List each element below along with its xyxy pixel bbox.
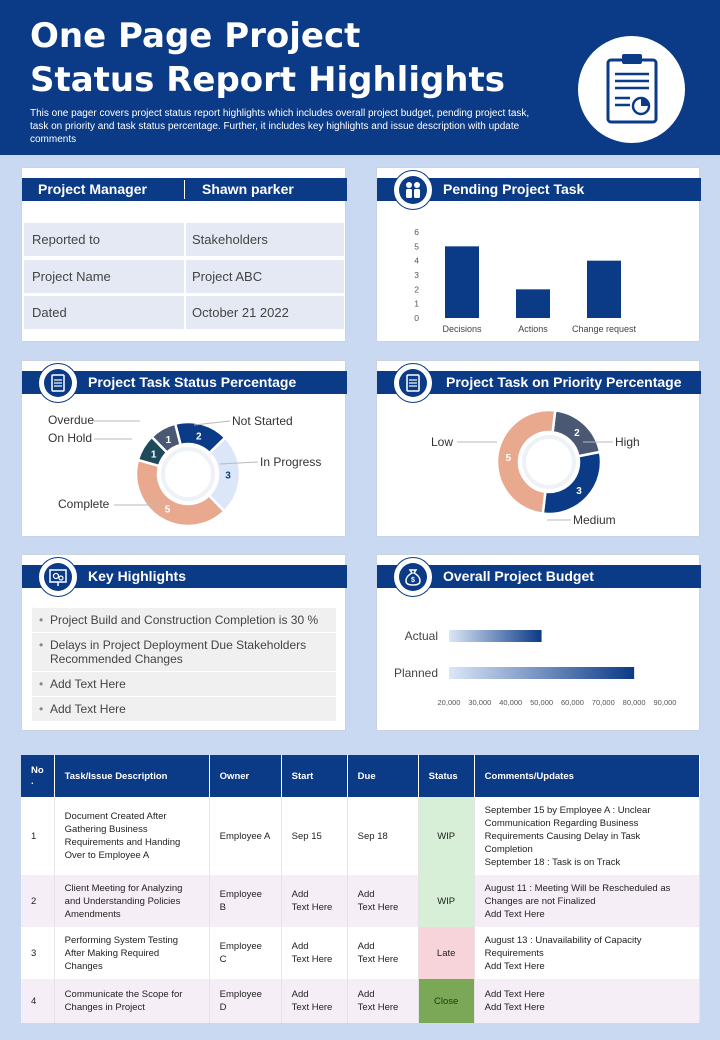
y-tick-label: 3 bbox=[414, 270, 419, 280]
title-line-2: Status Report Highlights bbox=[30, 60, 506, 100]
cell-due: Add Text Here bbox=[347, 927, 418, 979]
cell-due: Add Text Here bbox=[347, 979, 418, 1023]
info-row-reported-to bbox=[24, 223, 344, 256]
table-row bbox=[21, 927, 700, 979]
y-tick-label: 6 bbox=[414, 227, 419, 237]
page-subtitle: This one pager covers project status report highlights which includes overall project budget, pending project task, task on priority and task status percentage. Further, it includes key highlights and issue description with update comments bbox=[30, 108, 530, 145]
cell-due: Add Text Here bbox=[347, 875, 418, 927]
project-manager-label: Project Manager bbox=[38, 181, 147, 197]
key-highlights-card bbox=[21, 554, 346, 731]
cell-start: Add Text Here bbox=[281, 875, 347, 927]
cell-task-description: Client Meeting for Analyzing and Understanding Policies Amendments bbox=[54, 875, 209, 927]
y-category-label: Actual bbox=[404, 629, 438, 643]
donut-inner-ring bbox=[524, 437, 574, 487]
project-info-card bbox=[21, 167, 346, 342]
cell-comments: August 13 : Unavailability of Capacity Requirements Add Text Here bbox=[474, 927, 699, 979]
col-header-status: Status bbox=[418, 755, 474, 797]
cell-start: Add Text Here bbox=[281, 927, 347, 979]
info-row-label: Reported to bbox=[32, 232, 100, 247]
cell-no: 3 bbox=[21, 927, 54, 979]
cell-no: 1 bbox=[21, 797, 54, 875]
y-tick-label: 4 bbox=[414, 255, 419, 266]
pending-task-chart bbox=[377, 213, 701, 343]
slice-value-label: 1 bbox=[150, 449, 157, 461]
y-category-label: Planned bbox=[393, 666, 438, 680]
x-tick-label: 70,000 bbox=[591, 698, 615, 707]
slice-value-label: 5 bbox=[505, 453, 512, 465]
svg-text:$: $ bbox=[411, 577, 415, 584]
col-header-owner: Owner bbox=[209, 755, 281, 797]
table-header-row bbox=[21, 755, 700, 797]
cell-task-description: Performing System Testing After Making Required Changes bbox=[54, 927, 209, 979]
col-header-start: Start bbox=[281, 755, 347, 797]
bar bbox=[587, 261, 621, 318]
priority-card bbox=[376, 360, 700, 537]
highlight-item: • Project Build and Construction Completion is 30 % bbox=[32, 608, 336, 632]
clipboard-icon bbox=[393, 363, 433, 403]
y-tick-label: 5 bbox=[414, 241, 419, 252]
info-row-label: Dated bbox=[32, 305, 67, 320]
cell-owner: Employee C bbox=[209, 927, 281, 979]
clipboard-chart-icon bbox=[578, 36, 685, 143]
highlight-item: • Add Text Here bbox=[32, 697, 336, 721]
info-row-label: Project Name bbox=[32, 269, 111, 284]
info-row-project-name bbox=[24, 260, 344, 293]
slice-category-label: On Hold bbox=[48, 431, 93, 445]
y-tick-label: 2 bbox=[414, 284, 419, 295]
budget-chart bbox=[377, 600, 701, 730]
cell-comments: September 15 by Employee A : Unclear Communication Regarding Business Requirements Causing Delay in Task Completion September 18 : Task is on Track bbox=[474, 797, 699, 875]
highlight-item: • Add Text Here bbox=[32, 672, 336, 696]
header-banner bbox=[0, 0, 720, 155]
slice-category-label: High bbox=[615, 435, 640, 449]
x-tick-label: 90,000 bbox=[653, 698, 677, 707]
priority-title-text: Project Task on Priority Percentage bbox=[446, 374, 682, 390]
x-tick-label: 20,000 bbox=[437, 698, 461, 707]
x-tick-label: 80,000 bbox=[622, 698, 646, 707]
slice-category-label: Complete bbox=[58, 497, 110, 511]
money-bag-icon bbox=[393, 557, 433, 597]
col-header-no: No . bbox=[21, 755, 54, 797]
bar bbox=[445, 246, 479, 318]
project-manager-bar bbox=[22, 178, 347, 201]
cell-start: Sep 15 bbox=[281, 797, 347, 875]
x-tick-label: 60,000 bbox=[560, 698, 584, 707]
cell-status: WIP bbox=[418, 875, 474, 927]
slice-value-label: 2 bbox=[196, 431, 202, 443]
bar bbox=[449, 630, 542, 642]
x-tick-label: 50,000 bbox=[530, 698, 554, 707]
budget-title-text: Overall Project Budget bbox=[443, 568, 594, 584]
y-tick-label: 0 bbox=[414, 313, 419, 323]
slice-value-label: 3 bbox=[225, 470, 231, 482]
x-tick-label: 40,000 bbox=[499, 698, 523, 707]
task-status-chart bbox=[22, 398, 347, 538]
clipboard-icon bbox=[38, 363, 78, 403]
col-header-comments: Comments/Updates bbox=[474, 755, 699, 797]
col-header-description: Task/Issue Description bbox=[54, 755, 209, 797]
presentation-icon bbox=[38, 557, 78, 597]
donut-slice bbox=[543, 452, 601, 514]
slice-value-label: 2 bbox=[574, 427, 580, 439]
cell-due: Sep 18 bbox=[347, 797, 418, 875]
cell-owner: Employee B bbox=[209, 875, 281, 927]
x-tick-label: Change request bbox=[571, 324, 637, 334]
task-issue-table bbox=[21, 755, 700, 1023]
x-tick-label: Decisions bbox=[442, 324, 482, 334]
info-row-divider bbox=[184, 223, 186, 256]
y-tick-label: 1 bbox=[414, 298, 419, 309]
team-icon bbox=[393, 170, 433, 210]
budget-card bbox=[376, 554, 700, 731]
info-row-value: Project ABC bbox=[192, 269, 263, 284]
pending-task-title-text: Pending Project Task bbox=[443, 181, 585, 197]
donut-inner-ring bbox=[163, 449, 213, 499]
cell-no: 2 bbox=[21, 875, 54, 927]
slice-value-label: 3 bbox=[576, 485, 582, 497]
cell-task-description: Document Created After Gathering Business Requirements and Handing Over to Employee A bbox=[54, 797, 209, 875]
info-row-value: October 21 2022 bbox=[192, 305, 289, 320]
pending-task-card bbox=[376, 167, 700, 342]
cell-comments: Add Text Here Add Text Here bbox=[474, 979, 699, 1023]
info-row-dated bbox=[24, 296, 344, 329]
slice-category-label: Not Started bbox=[232, 414, 293, 428]
cell-status: Close bbox=[418, 979, 474, 1023]
slice-category-label: Overdue bbox=[48, 413, 95, 427]
info-row-value: Stakeholders bbox=[192, 232, 268, 247]
x-tick-label: Actions bbox=[518, 324, 548, 334]
cell-status: WIP bbox=[418, 797, 474, 875]
cell-status: Late bbox=[418, 927, 474, 979]
cell-start: Add Text Here bbox=[281, 979, 347, 1023]
bar bbox=[449, 667, 634, 679]
cell-comments: August 11 : Meeting Will be Rescheduled as Changes are not Finalized Add Text Here bbox=[474, 875, 699, 927]
cell-owner: Employee D bbox=[209, 979, 281, 1023]
cell-owner: Employee A bbox=[209, 797, 281, 875]
slice-category-label: In Progress bbox=[260, 455, 322, 469]
table-row bbox=[21, 979, 700, 1023]
col-header-due: Due bbox=[347, 755, 418, 797]
table-row bbox=[21, 875, 700, 927]
bar bbox=[516, 289, 550, 318]
slice-category-label: Medium bbox=[573, 513, 616, 527]
table-row bbox=[21, 797, 700, 875]
slice-category-label: Low bbox=[431, 435, 454, 449]
info-row-divider bbox=[184, 296, 186, 329]
highlight-item: • Delays in Project Deployment Due Stakeholders Recommended Changes bbox=[32, 633, 336, 671]
cell-task-description: Communicate the Scope for Changes in Project bbox=[54, 979, 209, 1023]
slice-value-label: 1 bbox=[165, 435, 172, 447]
bar-divider bbox=[184, 180, 185, 199]
slice-value-label: 5 bbox=[164, 504, 171, 516]
cell-no: 4 bbox=[21, 979, 54, 1023]
table-body bbox=[21, 797, 700, 1023]
x-tick-label: 30,000 bbox=[468, 698, 492, 707]
project-manager-value: Shawn parker bbox=[202, 181, 294, 197]
info-row-divider bbox=[184, 260, 186, 293]
task-status-title-text: Project Task Status Percentage bbox=[88, 374, 297, 390]
page-title bbox=[30, 14, 550, 102]
key-highlights-title-text: Key Highlights bbox=[88, 568, 187, 584]
priority-chart bbox=[377, 398, 701, 538]
title-line-1: One Page Project bbox=[30, 16, 361, 56]
task-status-card bbox=[21, 360, 346, 537]
